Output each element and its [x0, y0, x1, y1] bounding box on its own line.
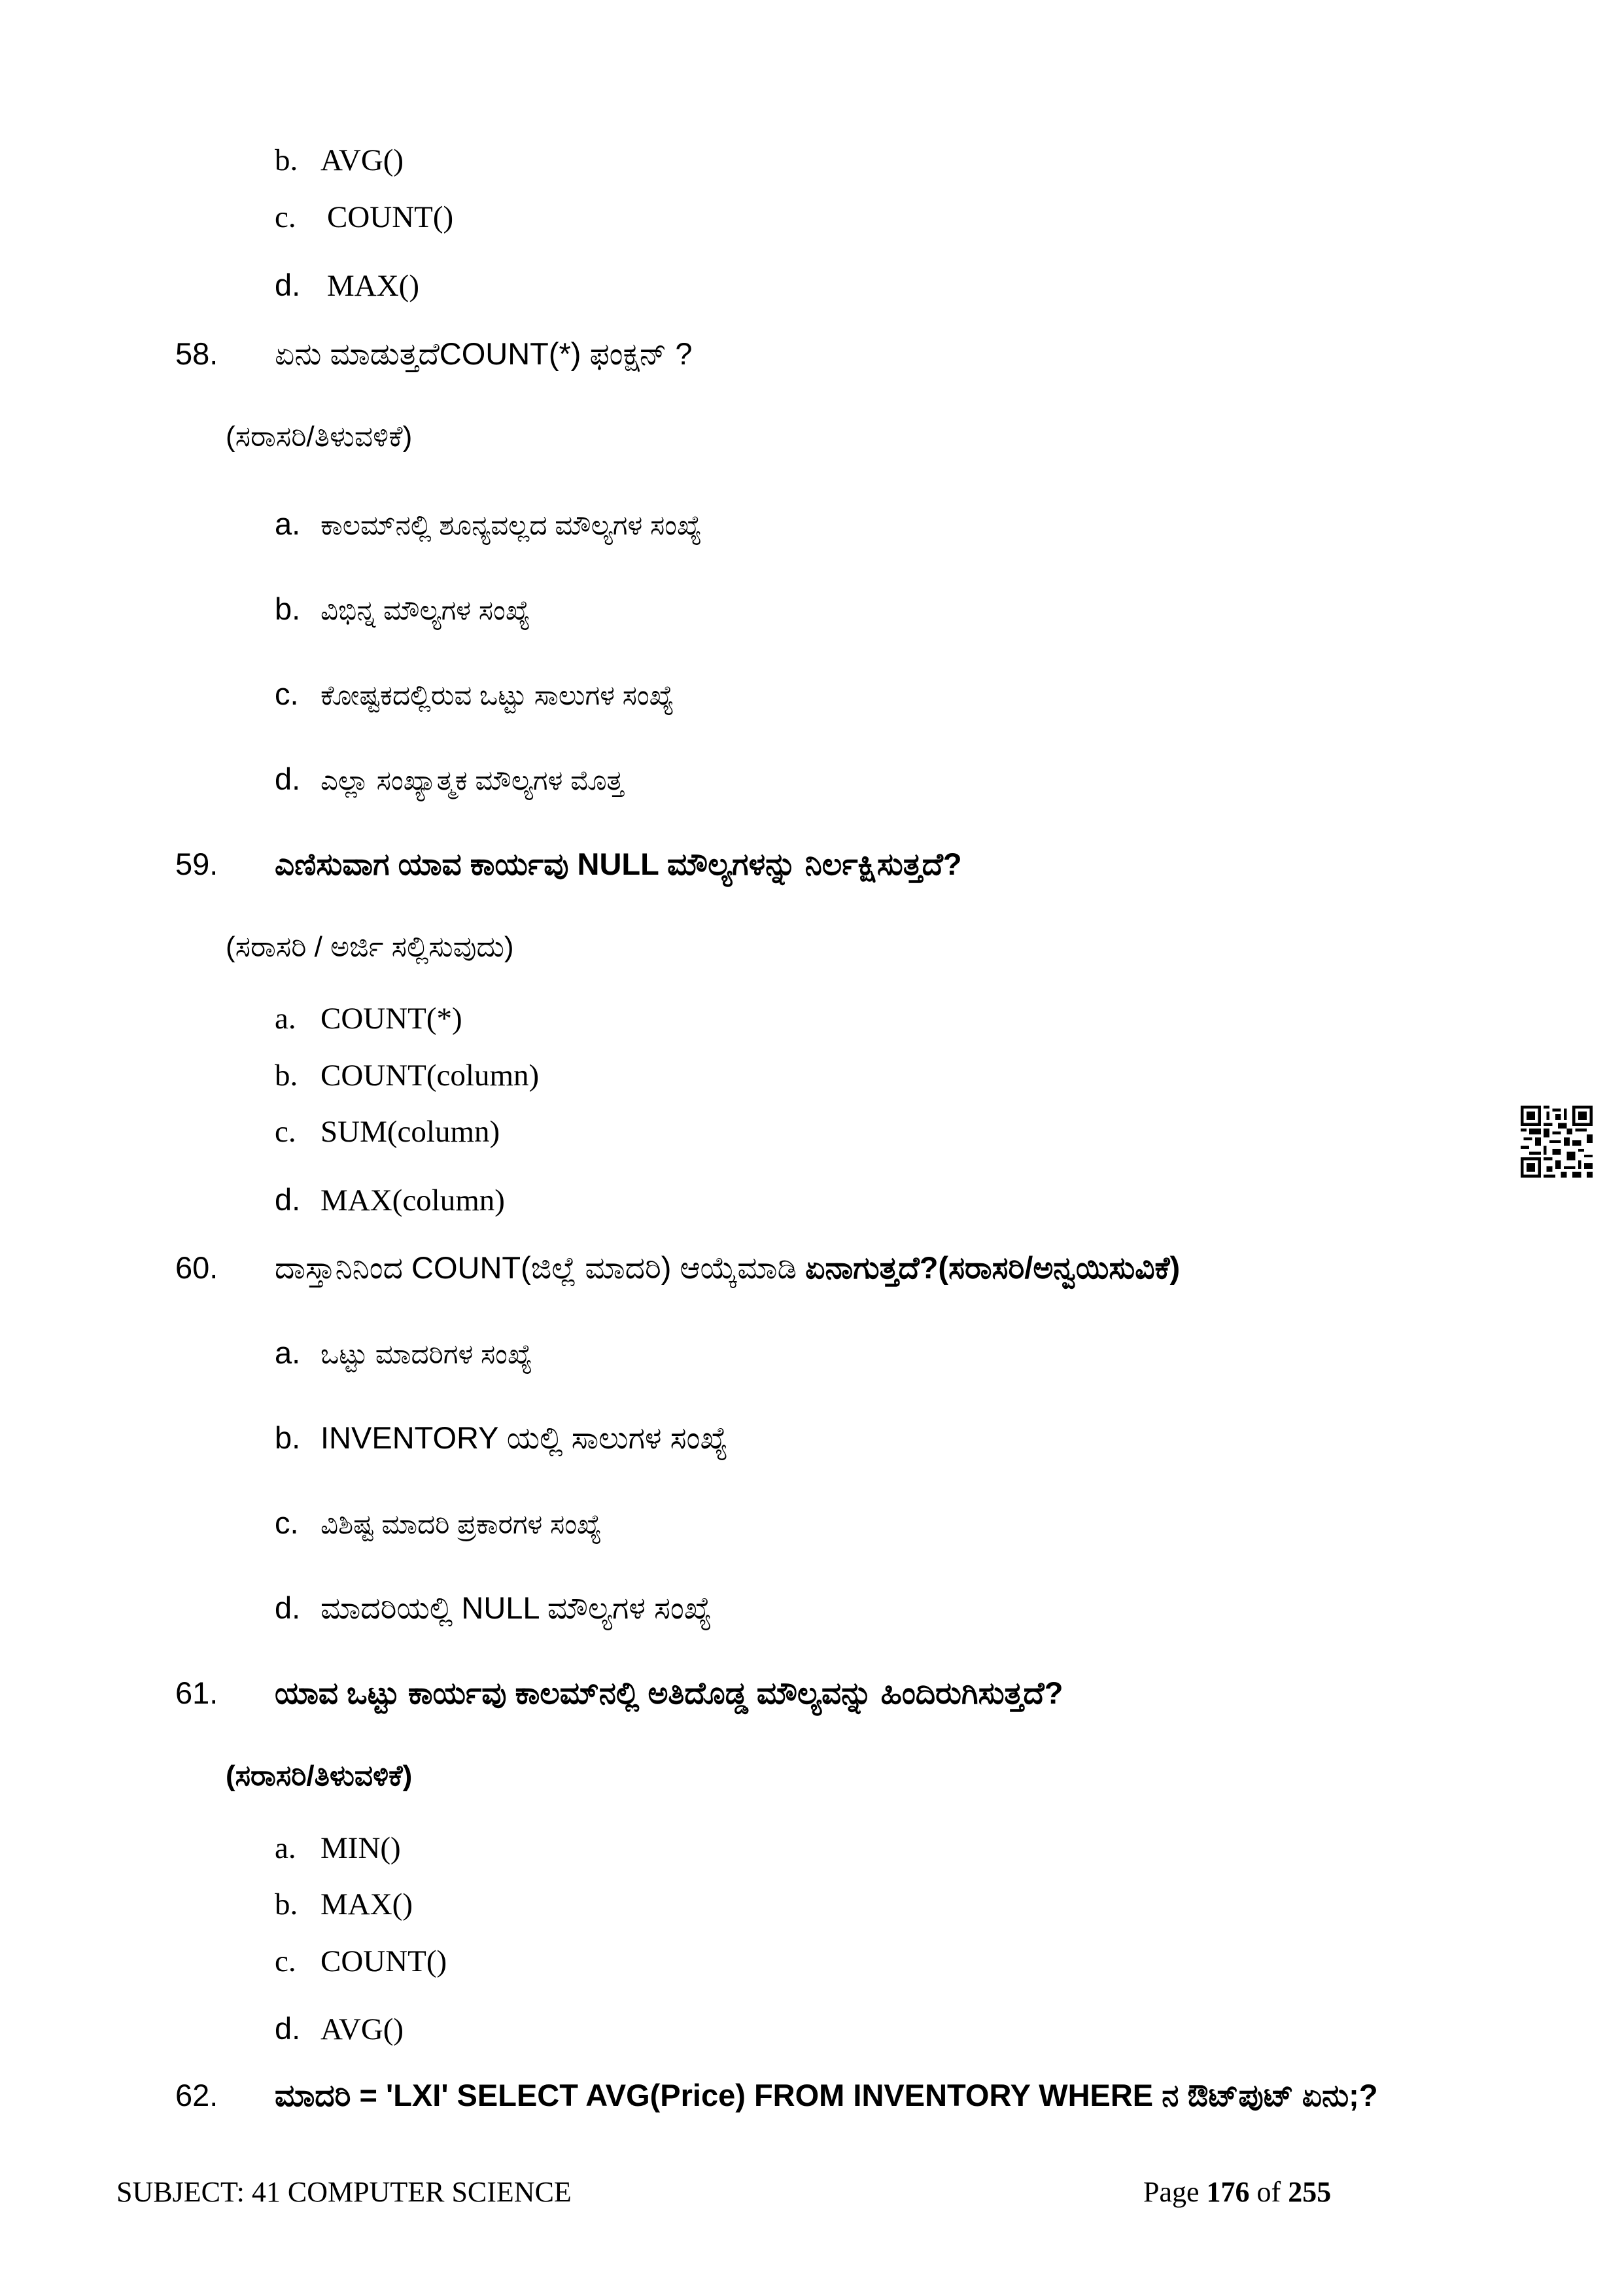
question-text: ದಾಸ್ತಾನಿನಿಂದ COUNT(ಜಿಲ್ಲೆ ಮಾದರಿ) ಆಯ್ಕೆಮಾಡಿ ಏನಾಗುತ್ತದೆ?(ಸರಾಸರಿ/ಅನ್ವಯಿಸುವಿಕೆ) [275, 1250, 1181, 1285]
option-b: b. AVG() [275, 143, 404, 177]
option-a: a. MIN() [275, 1831, 401, 1865]
question-number: 62. [175, 2078, 218, 2112]
option-d: d. ಮಾದರಿಯಲ್ಲಿ NULL ಮೌಲ್ಯಗಳ ಸಂಖ್ಯೆ [275, 1590, 712, 1625]
question-number: 59. [175, 847, 218, 881]
difficulty-level: (ಸರಾಸರಿ/ತಿಳುವಳಿಕೆ) [226, 1760, 413, 1792]
question-text: ಎಣಿಸುವಾಗ ಯಾವ ಕಾರ್ಯವು NULL ಮೌಲ್ಯಗಳನ್ನು ನಿರ್ಲಕ್ಷಿಸುತ್ತದೆ? [275, 847, 962, 881]
option-d: d. ಎಲ್ಲಾ ಸಂಖ್ಯಾತ್ಮಕ ಮೌಲ್ಯಗಳ ಮೊತ್ತ [275, 762, 624, 796]
option-c: c. COUNT() [275, 1944, 447, 1978]
question-number: 58. [175, 336, 218, 371]
footer-page-number: Page 176 of 255 [1143, 2176, 1332, 2208]
option-c: c. ವಿಶಿಷ್ಟ ಮಾದರಿ ಪ್ರಕಾರಗಳ ಸಂಖ್ಯೆ [275, 1505, 602, 1540]
question-number: 60. [175, 1250, 218, 1285]
difficulty-level: (ಸರಾಸರಿ / ಅರ್ಜಿ ಸಲ್ಲಿಸುವುದು) [226, 931, 514, 963]
option-d: d. MAX() [275, 268, 419, 303]
question-text: ಏನು ಮಾಡುತ್ತದೆCOUNT(*) ಫಂಕ್ಷನ್ ? [275, 336, 693, 371]
qr-code-icon [1521, 1106, 1593, 1178]
option-d: d. AVG() [275, 2011, 404, 2046]
option-b: b. INVENTORY ಯಲ್ಲಿ ಸಾಲುಗಳ ಸಂಖ್ಯೆ [275, 1420, 728, 1455]
option-b: b. ವಿಭಿನ್ನ ಮೌಲ್ಯಗಳ ಸಂಖ್ಯೆ [275, 591, 530, 626]
option-c: c. COUNT() [275, 200, 454, 234]
difficulty-level: (ಸರಾಸರಿ/ತಿಳುವಳಿಕೆ) [226, 421, 413, 453]
option-a: a. ಕಾಲಮ್‌ನಲ್ಲಿ ಶೂನ್ಯವಲ್ಲದ ಮೌಲ್ಯಗಳ ಸಂಖ್ಯೆ [275, 506, 702, 541]
option-b: b. COUNT(column) [275, 1059, 540, 1093]
option-d: d. MAX(column) [275, 1182, 505, 1218]
footer-subject: SUBJECT: 41 COMPUTER SCIENCE [116, 2176, 572, 2208]
question-text: ಯಾವ ಒಟ್ಟು ಕಾರ್ಯವು ಕಾಲಮ್‌ನಲ್ಲಿ ಅತಿದೊಡ್ಡ ಮೌಲ್ಯವನ್ನು ಹಿಂದಿರುಗಿಸುತ್ತದೆ? [275, 1675, 1063, 1710]
option-a: a. COUNT(*) [275, 1002, 462, 1036]
question-number: 61. [175, 1675, 218, 1710]
question-text: ಮಾದರಿ = 'LXI' SELECT AVG(Price) FROM INVENTORY WHERE ನ ಔಟ್‌ಪುಟ್ ಏನು;? [275, 2078, 1378, 2112]
option-c: c. ಕೋಷ್ಟಕದಲ್ಲಿರುವ ಒಟ್ಟು ಸಾಲುಗಳ ಸಂಖ್ಯೆ [275, 676, 674, 711]
option-a: a. ಒಟ್ಟು ಮಾದರಿಗಳ ಸಂಖ್ಯೆ [275, 1335, 532, 1370]
option-c: c. SUM(column) [275, 1115, 500, 1149]
option-b: b. MAX() [275, 1887, 413, 1921]
